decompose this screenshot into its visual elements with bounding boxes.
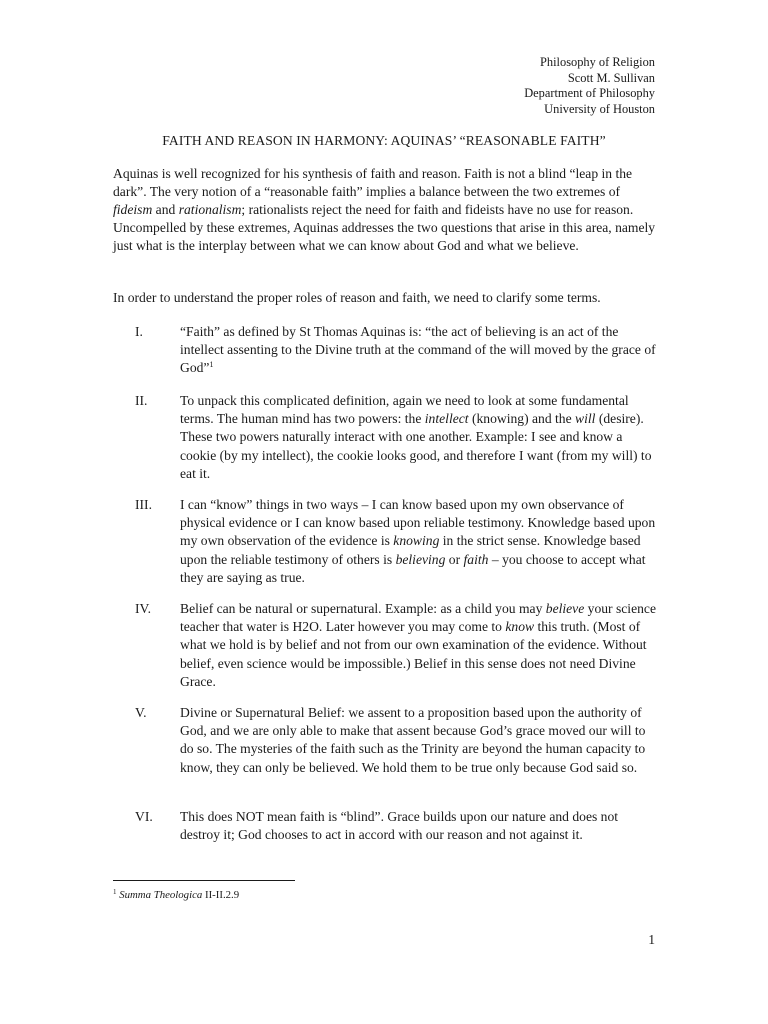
item-text: or	[445, 551, 464, 567]
footnote-reference: II-II.2.9	[202, 889, 240, 901]
item-text: – you choose to accept what they are saying as true.	[180, 551, 646, 585]
item-text: this truth. (Most of what we hold is by belief and not from our own examination of the evidence. Without belief, even science would be impossible.) Belief in this sense does not need Divine Grace.	[180, 619, 647, 689]
footnote-ref-link[interactable]: 1	[209, 360, 214, 370]
list-text: This does NOT mean faith is “blind”. Grace builds upon our nature and does not destroy it; God chooses to act in accord with our reason and not against it.	[180, 809, 619, 843]
footnote-divider	[113, 880, 295, 881]
intro-text: and	[152, 202, 179, 217]
intro-text: ; rationalists reject the need for faith and fideists have no use for reason. Uncompelled by these extremes, Aquinas addresses the two questions that arise in this area, namely just what is the interplay between what we can know about God and what we believe.	[113, 202, 656, 253]
item-text: “Faith” as defined by St Thomas Aquinas is: “the act of believing is an act of the intellect assenting to the Divine truth at the command of the will moved by the grace of God”	[180, 324, 656, 376]
emphasis-know: know	[505, 619, 535, 635]
list-number: IV.	[135, 601, 151, 616]
list-text	[180, 323, 658, 378]
intro-text: Aquinas is well recognized for his synthesis of faith and reason. Faith is not a blind “leap in the dark”. The very notion of a “reasonable faith” implies a balance between the two extremes of	[113, 166, 633, 199]
course-name: Philosophy of Religion	[540, 55, 655, 69]
list-number: V.	[135, 705, 147, 720]
item-text: (knowing) and the	[468, 411, 576, 427]
intro-paragraph	[113, 165, 658, 255]
list-number: II.	[135, 393, 148, 408]
emphasis-intellect: intellect	[424, 411, 469, 427]
author-header	[524, 55, 655, 117]
item-text: your science teacher that water is H2O. Later however you may come to	[180, 601, 656, 635]
emphasis-will: will	[575, 411, 596, 427]
item-text: (desire). These two powers naturally interact with one another. Example: I see and know a cookie (by my intellect), the cookie looks good, and therefore I want (from my will) to eat it.	[180, 411, 652, 481]
department-name: Department of Philosophy	[524, 86, 655, 101]
list-text	[180, 600, 658, 691]
list-number: III.	[135, 497, 152, 512]
item-text: Belief can be natural or supernatural. Example: as a child you may	[180, 601, 546, 616]
item-text: in the strict sense. Knowledge based upon the reliable testimony of others is	[180, 533, 641, 567]
footnote-number: 1	[113, 888, 117, 896]
emphasis-faith: faith	[463, 551, 489, 567]
author-name: Scott M. Sullivan	[567, 70, 655, 85]
emphasis-fideism: fideism	[113, 202, 153, 217]
item-text: I can “know” things in two ways – I can know based upon my own observance of physical evidence or I can know based upon reliable testimony. Knowledge based upon my own observation of the evidence is	[180, 497, 656, 549]
list-text	[180, 496, 658, 587]
page-title: FAITH AND REASON IN HARMONY: AQUINAS’ “REASONABLE FAITH”	[162, 133, 606, 148]
emphasis-knowing: knowing	[393, 533, 440, 549]
emphasis-believe: believe	[545, 601, 585, 616]
list-number: I.	[135, 324, 143, 339]
university-name: University of Houston	[544, 101, 655, 116]
footnote	[113, 888, 239, 902]
list-text	[180, 392, 658, 483]
list-text: Divine or Supernatural Belief: we assent to a proposition based upon the authority of God, and we are only able to make that assent because God’s grace moved our will to do so. The mysteries of the faith such as the Trinity are beyond the human capacity to know, they can only be believed. We hold them to be true only because God said so.	[180, 705, 646, 775]
terms-paragraph: In order to understand the proper roles of reason and faith, we need to clarify some terms.	[113, 290, 601, 305]
footnote-work-title: Summa Theologica	[119, 889, 203, 901]
page-number: 1	[648, 932, 655, 947]
emphasis-rationalism: rationalism	[178, 202, 242, 217]
emphasis-believing: believing	[395, 551, 446, 567]
list-number: VI.	[135, 809, 153, 824]
item-text: To unpack this complicated definition, again we need to look at some fundamental terms. The human mind has two powers: the	[180, 393, 629, 427]
